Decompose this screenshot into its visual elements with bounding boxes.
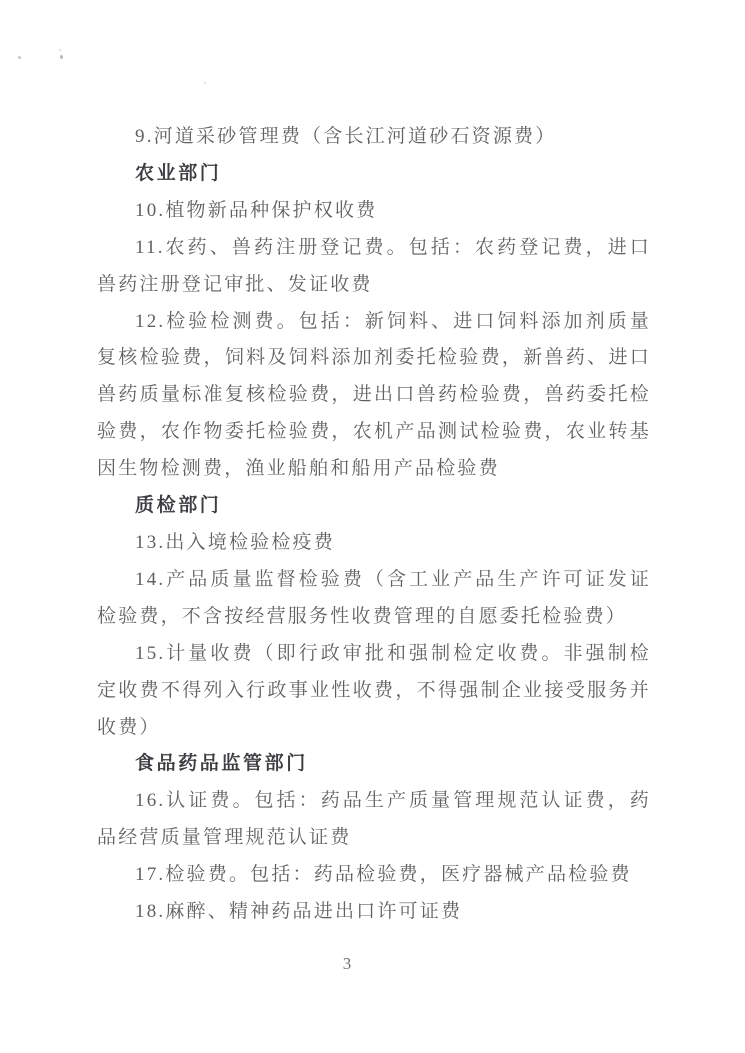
fee-item-9: 9.河道采砂管理费（含长江河道砂石资源费）	[135, 126, 557, 147]
fee-item-15: 15.计量收费（即行政审批和强制检定收费。非强制检定收费不得列入行政事业性收费，不得强制企业接受服务并收费）	[97, 642, 651, 738]
dept-heading-agriculture: 农业部门	[135, 162, 222, 184]
scan-speckle	[59, 49, 61, 51]
fee-item-14: 14.产品质量监督检验费（含工业产品生产许可证发证检验费，不含按经营服务性收费管理的自愿委托检验费）	[97, 568, 651, 627]
scan-speckle	[60, 55, 63, 59]
fee-item-16: 16.认证费。包括：药品生产质量管理规范认证费，药品经营质量管理规范认证费	[97, 790, 651, 849]
fee-item-13: 13.出入境检验检疫费	[135, 531, 335, 553]
fee-item-11: 11.农药、兽药注册登记费。包括：农药登记费，进口兽药注册登记审批、发证收费	[97, 236, 651, 295]
dept-heading-quality-inspection: 质检部门	[135, 495, 222, 517]
scan-speckle	[18, 56, 21, 59]
dept-heading-food-drug-admin: 食品药品监管部门	[135, 753, 308, 775]
fee-item-18: 18.麻醉、精神药品进出口许可证费	[135, 901, 463, 923]
document-text-block	[97, 119, 651, 931]
fee-item-12: 12.检验检测费。包括：新饲料、进口饲料添加剂质量复核检验费，饲料及饲料添加剂委托检验费，新兽药、进口兽药质量标准复核检验费，进出口兽药检验费，兽药委托检验费，农作物委托检验费，农机产品测试检验费，农业转基因生物检测费，渔业船舶和船用产品检验费	[97, 310, 651, 480]
fee-item-17: 17.检验费。包括：药品检验费，医疗器械产品检验费	[135, 864, 632, 886]
fee-item-10: 10.植物新品种保护权收费	[135, 199, 378, 221]
scan-speckle	[204, 82, 206, 84]
page-number: 3	[342, 954, 353, 973]
